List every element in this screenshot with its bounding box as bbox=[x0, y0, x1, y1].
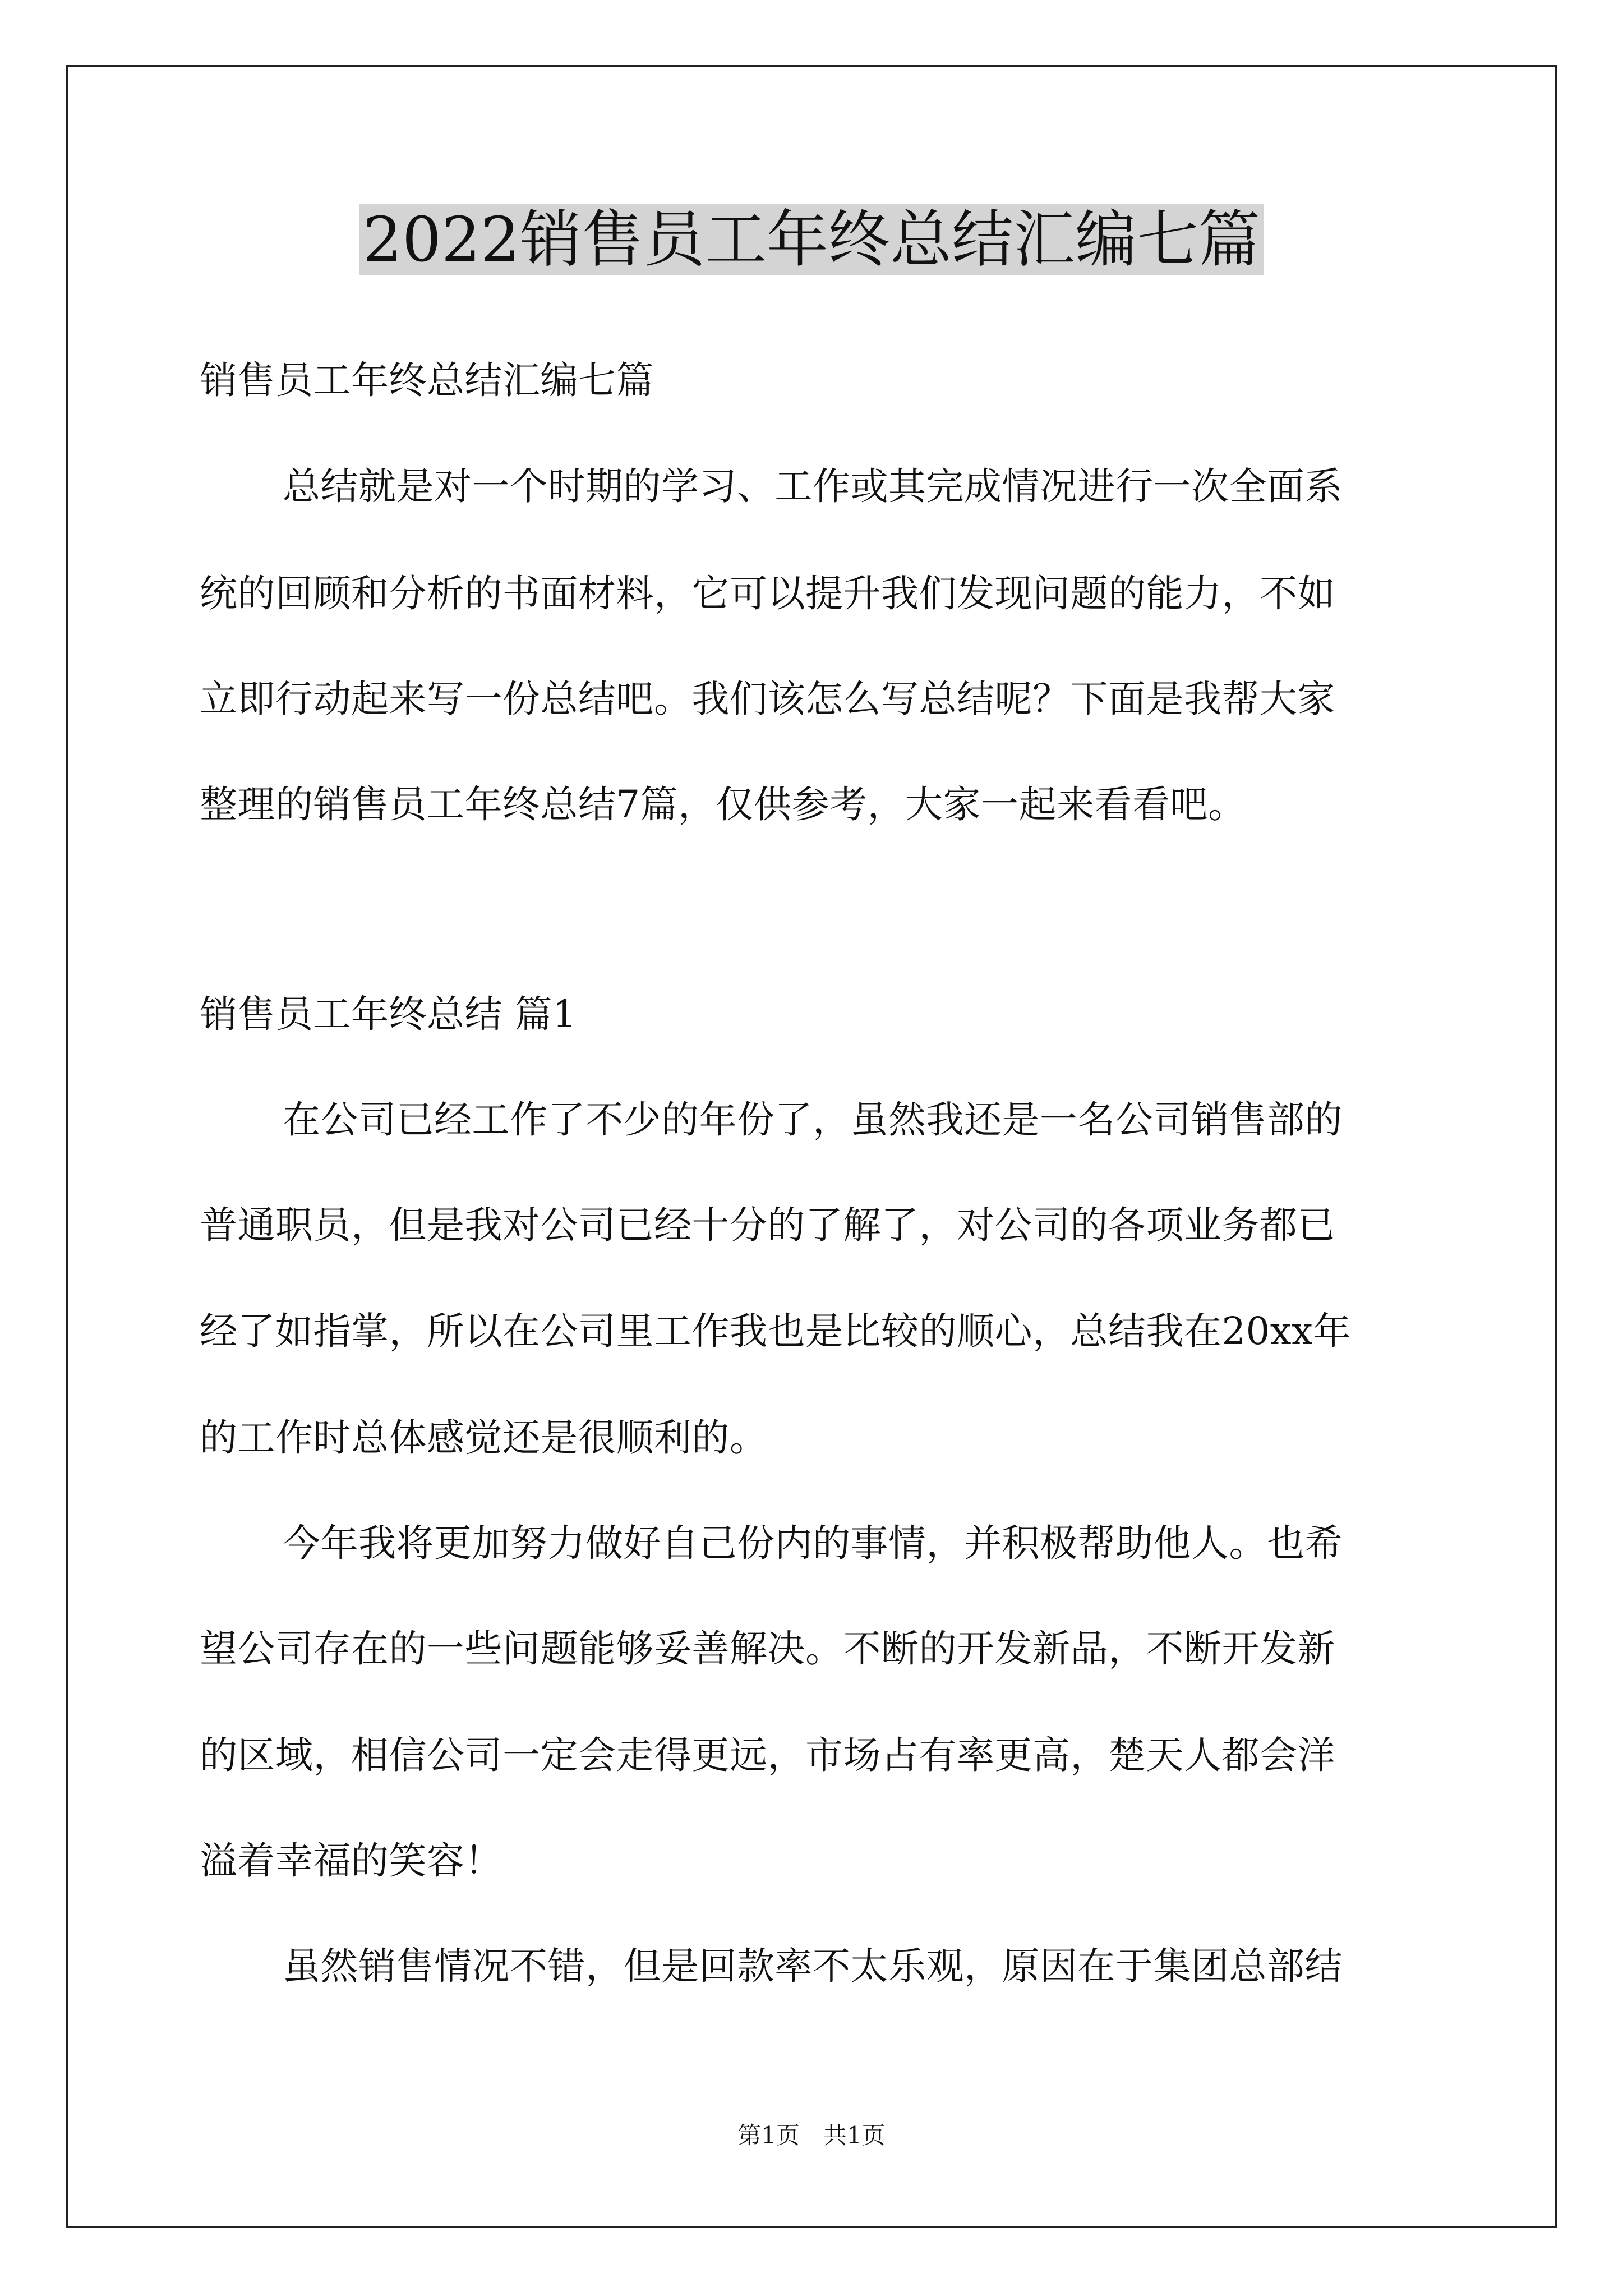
page-footer: 第1页 共1页 bbox=[737, 2122, 886, 2149]
paragraph-line: 虽然销售情况不错，但是回款率不太乐观，原因在于集团总部结 bbox=[283, 1944, 1343, 1988]
paragraph-line: 经了如指掌，所以在公司里工作我也是比较的顺心，总结我在20xx年 bbox=[200, 1309, 1351, 1353]
intro-line: 整理的销售员工年终总结7篇，仅供参考，大家一起来看看吧。 bbox=[200, 783, 1246, 826]
intro-line: 统的回顾和分析的书面材料，它可以提升我们发现问题的能力，不如 bbox=[200, 572, 1335, 615]
paragraph-line: 溢着幸福的笑容！ bbox=[200, 1839, 502, 1883]
paragraph-line: 望公司存在的一些问题能够妥善解决。不断的开发新品，不断开发新 bbox=[200, 1627, 1335, 1671]
paragraph-line: 的区域，相信公司一定会走得更远，市场占有率更高，楚天人都会洋 bbox=[200, 1733, 1335, 1777]
document-subtitle: 销售员工年终总结汇编七篇 bbox=[200, 358, 654, 402]
paragraph-line: 今年我将更加努力做好自己份内的事情，并积极帮助他人。也希 bbox=[283, 1521, 1343, 1565]
paragraph-line: 的工作时总体感觉还是很顺利的。 bbox=[200, 1416, 768, 1460]
document-title bbox=[0, 197, 1623, 282]
paragraph-line: 在公司已经工作了不少的年份了，虽然我还是一名公司销售部的 bbox=[283, 1098, 1343, 1142]
document-title-text: 2022销售员工年终总结汇编七篇 bbox=[359, 204, 1264, 275]
intro-line: 总结就是对一个时期的学习、工作或其完成情况进行一次全面系 bbox=[283, 464, 1343, 508]
paragraph-line: 普通职员，但是我对公司已经十分的了解了，对公司的各项业务都已 bbox=[200, 1203, 1335, 1247]
intro-line: 立即行动起来写一份总结吧。我们该怎么写总结呢？下面是我帮大家 bbox=[200, 677, 1335, 721]
section-heading: 销售员工年终总结 篇1 bbox=[200, 992, 577, 1036]
